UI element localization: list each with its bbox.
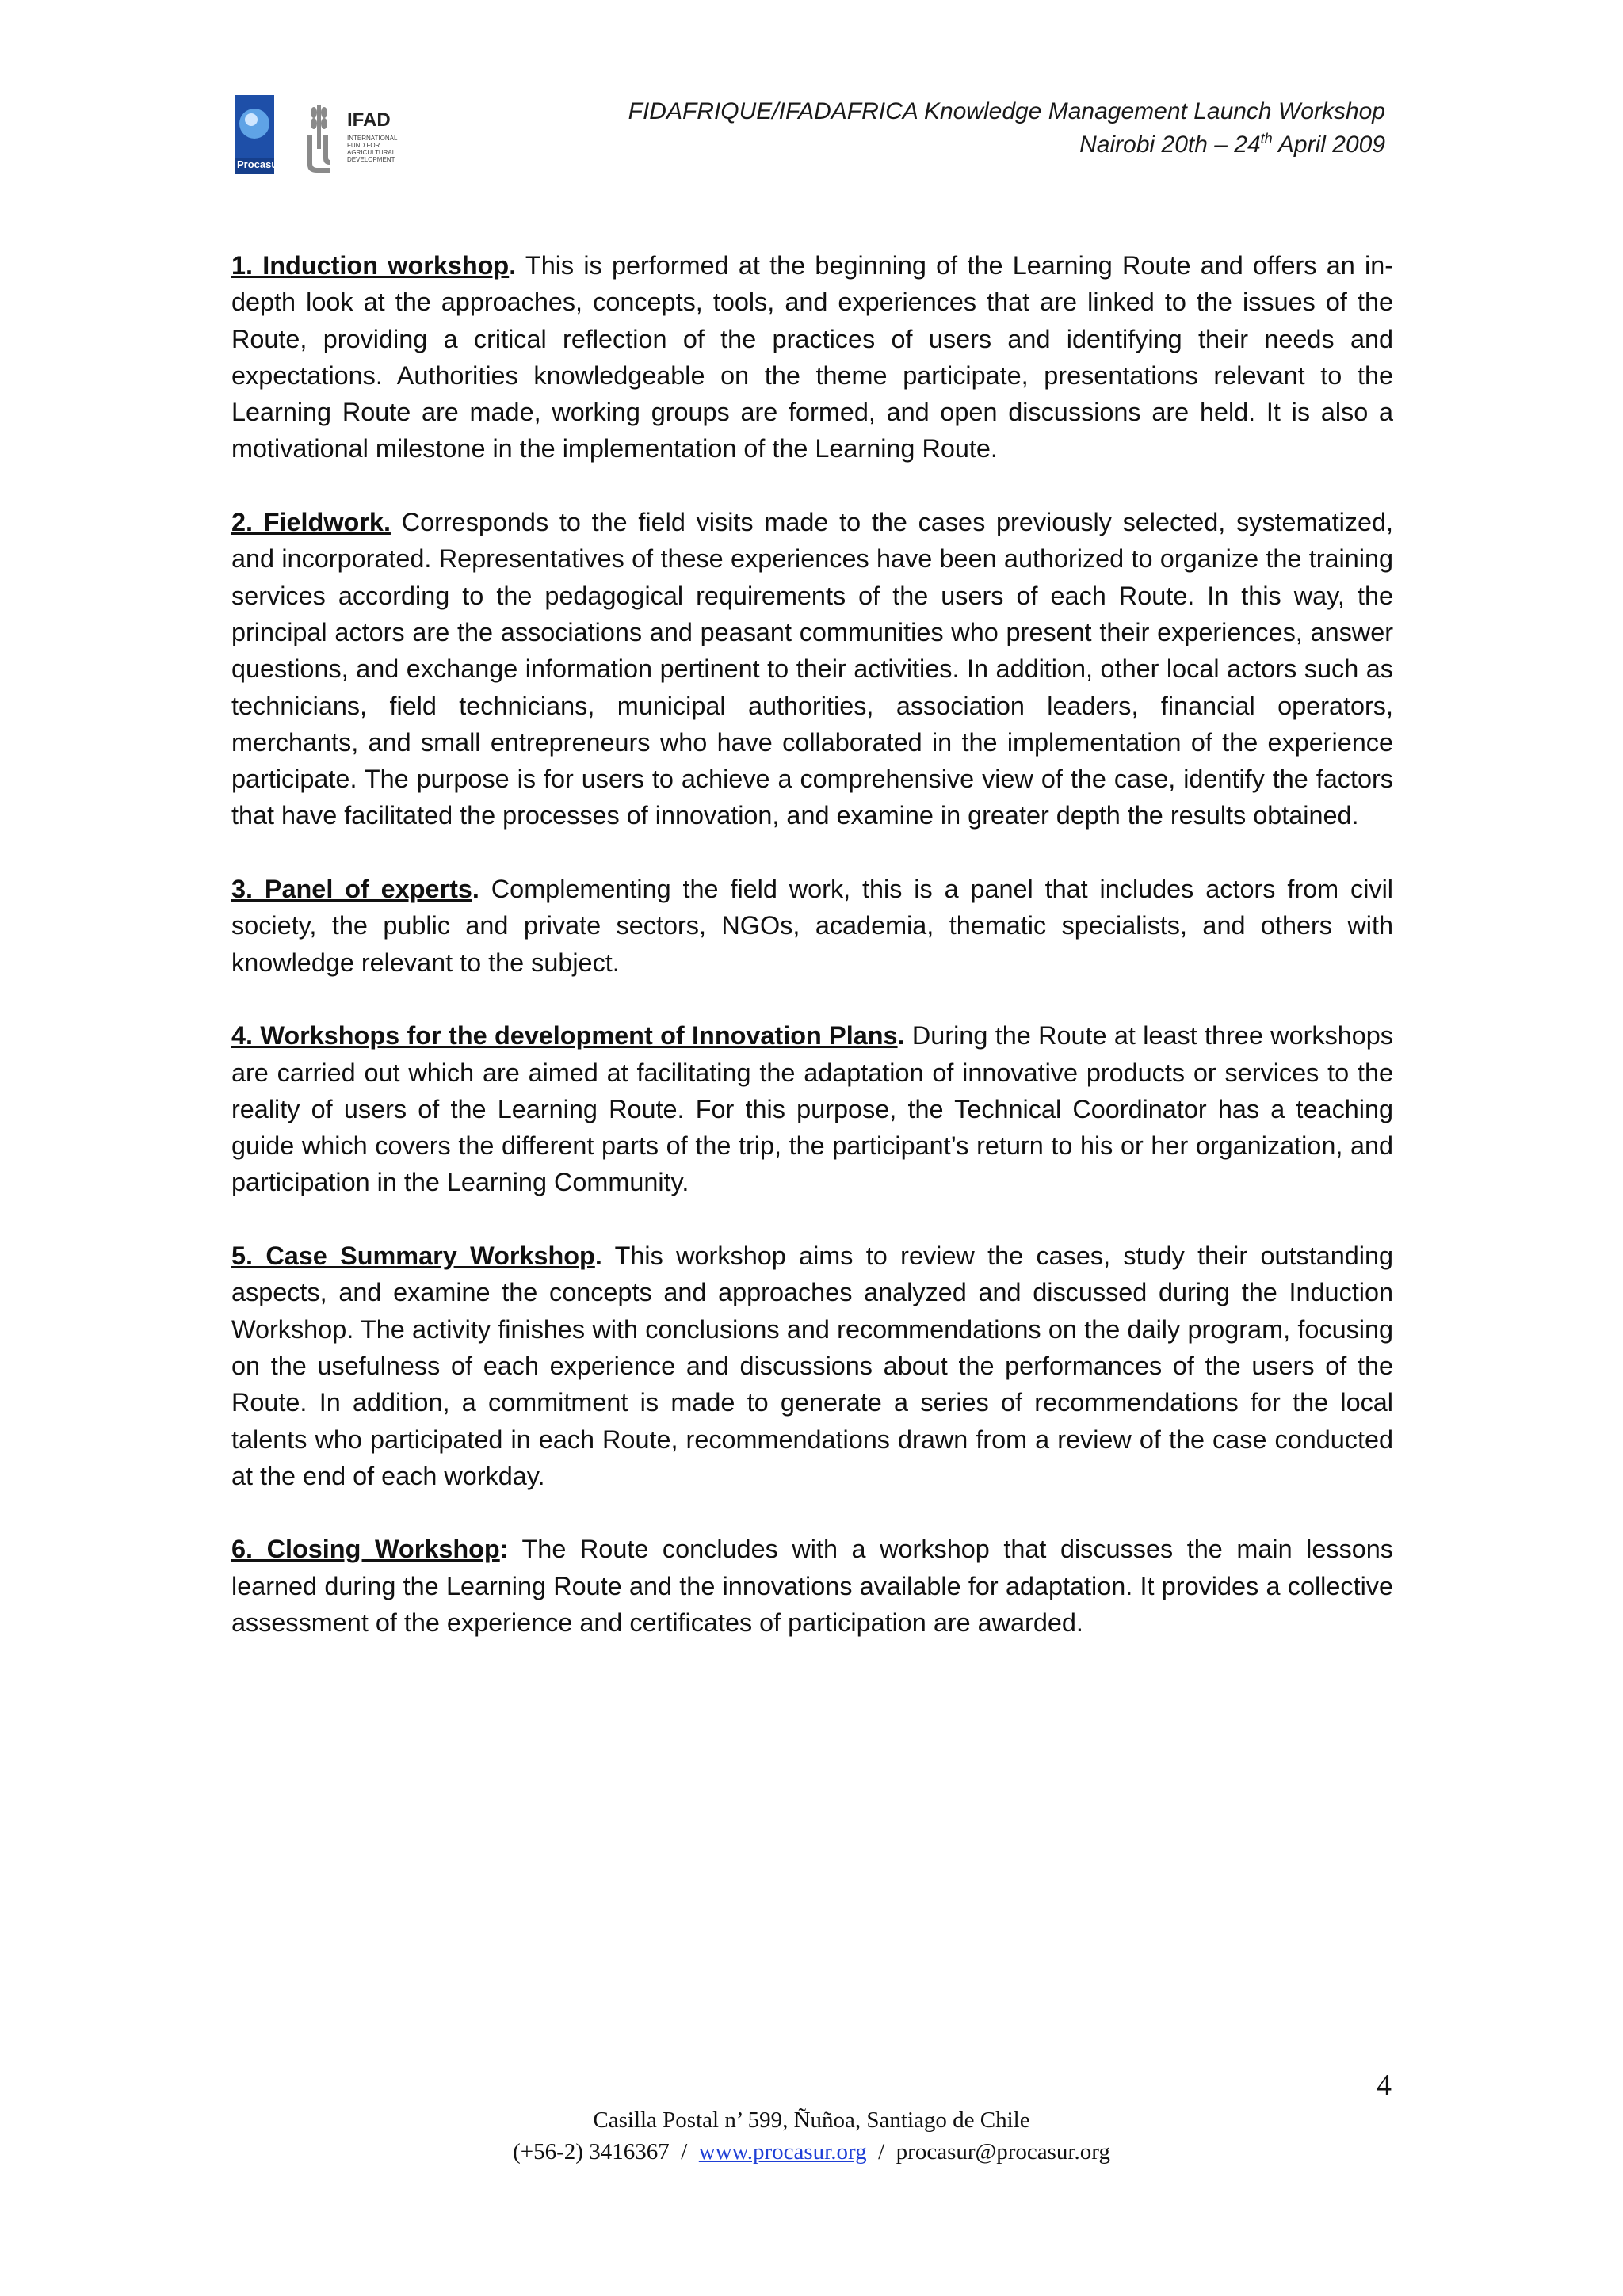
- ifad-logo-subtitle: INTERNATIONAL FUND FOR AGRICULTURAL DEVELOPMENT: [347, 135, 398, 163]
- section-fieldwork: [231, 504, 1393, 834]
- section-text: During the Route at least three workshops are carried out which are aimed at facilitating the adaptation of innovative products or services to the reality of users of the Learning Route. For this purpose, the Technical Coordinator has a teaching guide which covers the different parts of the trip, the participant’s return to his or her organization, and participation in the Learning Community.: [231, 1021, 1394, 1197]
- page-number: 4: [1377, 2069, 1392, 2102]
- document-body: [231, 247, 1393, 1678]
- section-case-summary-workshop: 5. Case Summary Workshop. This workshop aims to review the cases, study their outstanding aspects, and examine the concepts and approaches analyzed and discussed during the Induction Workshop. The activity finishes with conclusions and recommendations on the daily program, focusing on the usefulness of each experience and discussions about the performances of the users of the Route. In addition, a commitment is made to generate a series of recommendations for the local talents who participated in each Route, recommendations drawn from a review of the case conducted at the end of each workday.: [231, 1241, 1393, 1490]
- section-text: This workshop aims to review the cases, study their outstanding aspects, and examine the concepts and approaches analyzed and discussed during the Induction Workshop. The activity finishes with conclusions and recommendations on the daily program, focusing on the usefulness of each experience and discussions about the performances of the users of the Route. In addition, a commitment is made to generate a series of recommendations for the local talents who participated in each Route, recommendations drawn from a review of the case conducted at the end of each workday.: [231, 1241, 1393, 1490]
- ifad-logo-title: IFAD: [347, 109, 391, 131]
- section-heading: 2. Fieldwork.: [231, 508, 391, 537]
- footer-address: Casilla Postal n’ 599, Ñuñoa, Santiago de Chile: [593, 2107, 1030, 2133]
- header-line-1: FIDAFRIQUE/IFADAFRICA Knowledge Management Launch Workshop: [628, 98, 1385, 124]
- section-heading: 5. Case Summary Workshop: [231, 1241, 595, 1271]
- footer-phone: (+56-2) 3416367: [513, 2139, 670, 2164]
- website-link[interactable]: www.procasur.org: [698, 2139, 867, 2164]
- section-panel-of-experts: 3. Panel of experts. Complementing the field work, this is a panel that includes actors from civil society, the public and private sectors, NGOs, academia, thematic specialists, and others with knowledge relevant to the subject.: [231, 875, 1394, 977]
- document-footer: [0, 2104, 1623, 2168]
- section-heading: 3. Panel of experts: [231, 875, 472, 904]
- section-heading: 4. Workshops for the development of Innovation Plans: [231, 1021, 898, 1051]
- section-heading: 6. Closing Workshop: [231, 1535, 500, 1564]
- section-induction-workshop: 1. Induction workshop. This is performed at the beginning of the Learning Route and offers an in-depth look at the approaches, concepts, tools, and experiences that are linked to the issues of the Route, providing a critical reflection of the practices of users and identifying their needs and expectations. Authorities knowledgeable on the theme participate, presentations relevant to the Learning Route are made, working groups are formed, and open discussions are held. It is also a motivational milestone in the implementation of the Learning Route.: [231, 251, 1393, 463]
- header-logos: [235, 95, 417, 177]
- document-header: [628, 95, 1385, 162]
- section-heading: 1. Induction workshop: [231, 251, 510, 280]
- header-line-2: Nairobi 20th – 24th April 2009: [1079, 131, 1385, 158]
- section-text: Complementing the field work, this is a panel that includes actors from civil society, the public and private sectors, NGOs, academia, thematic specialists, and others with knowledge relevant to the subject.: [231, 875, 1394, 977]
- footer-email: procasur@procasur.org: [896, 2139, 1110, 2164]
- section-innovation-plans: 4. Workshops for the development of Innovation Plans. During the Route at least three workshops are carried out which are aimed at facilitating the adaptation of innovative products or services to the reality of users of the Learning Route. For this purpose, the Technical Coordinator has a teaching guide which covers the different parts of the trip, the participant’s return to his or her organization, and participation in the Learning Community.: [231, 1021, 1394, 1197]
- section-text: Corresponds to the field visits made to the cases previously selected, systematized, and incorporated. Representatives of these experiences have been authorized to organize the training services according to the pedagogical requirements of the users of each Route. In this way, the principal actors are the associations and peasant communities who present their experiences, answer questions, and exchange information pertinent to their activities. In addition, other local actors such as technicians, field technicians, municipal authorities, association leaders, financial operators, merchants, and small entrepreneurs who have collaborated in the implementation of the experience participate. The purpose is for users to achieve a comprehensive view of the case, identify the factors that have facilitated the processes of innovation, and examine in greater depth the results obtained.: [231, 508, 1393, 830]
- header-superscript: th: [1260, 131, 1273, 147]
- footer-contact: (+56-2) 3416367 / www.procasur.org / procasur@procasur.org: [513, 2139, 1110, 2164]
- section-text: This is performed at the beginning of the Learning Route and offers an in-depth look at the approaches, concepts, tools, and experiences that are linked to the issues of the Route, providing a critical reflection of the practices of users and identifying their needs and expectations. Authorities knowledgeable on the theme participate, presentations relevant to the Learning Route are made, working groups are formed, and open discussions are held. It is also a motivational milestone in the implementation of the Learning Route.: [231, 251, 1393, 463]
- section-closing-workshop: 6. Closing Workshop: The Route concludes with a workshop that discusses the main lessons learned during the Learning Route and the innovations available for adaptation. It provides a collective assessment of the experience and certificates of participation are awarded.: [231, 1535, 1393, 1637]
- procasur-logo-text: Procasur: [237, 158, 282, 170]
- section-text: The Route concludes with a workshop that discusses the main lessons learned during the Learning Route and the innovations available for adaptation. It provides a collective assessment of the experience and certificates of participation are awarded.: [231, 1535, 1393, 1637]
